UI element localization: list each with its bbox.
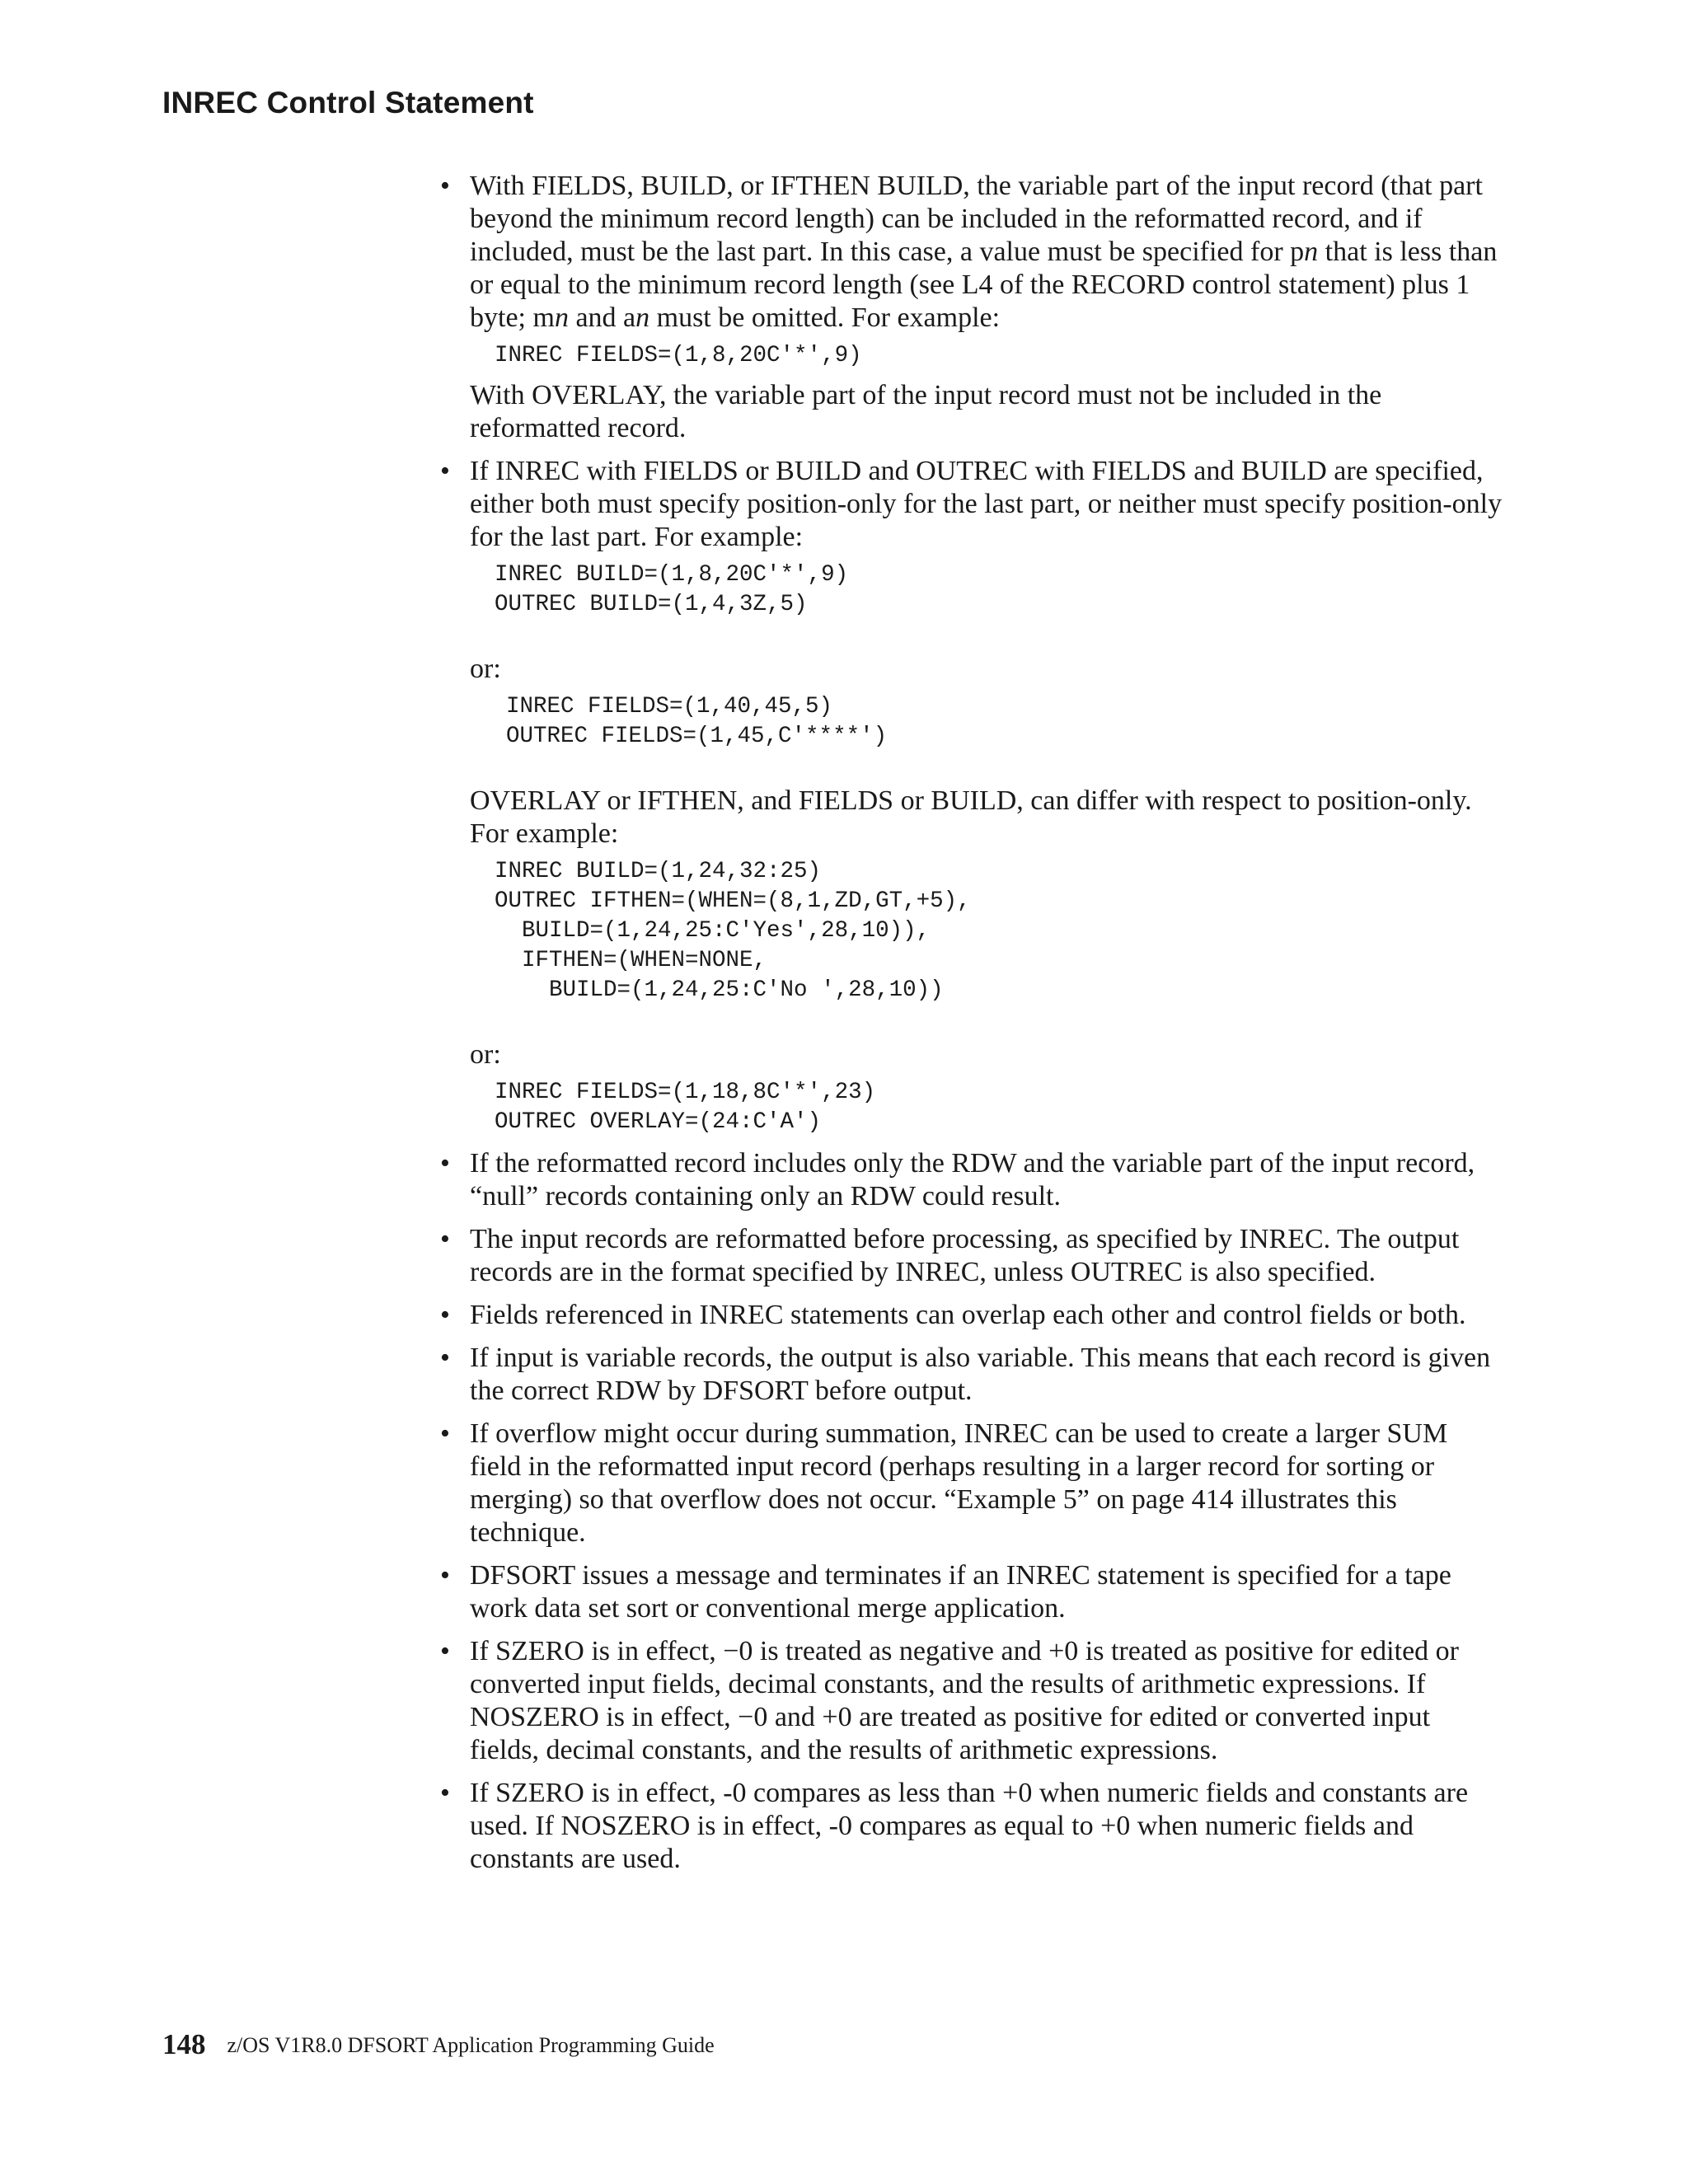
list-item	[434, 455, 1505, 1137]
bullet: •	[440, 1636, 450, 1666]
bullet: •	[440, 171, 450, 201]
paragraph: Fields referenced in INREC statements can overlap each other and control fields or both.	[470, 1300, 1466, 1330]
paragraph: DFSORT issues a message and terminates if an INREC statement is specified for a tape work data set sort or conventional merge application.	[470, 1560, 1451, 1624]
paragraph: If the reformatted record includes only the RDW and the variable part of the input record, “null” records containing only an RDW could result.	[470, 1148, 1475, 1212]
list-item	[434, 1299, 1505, 1332]
code-example: INREC BUILD=(1,24,32:25) OUTREC IFTHEN=(WHEN=(8,1,ZD,GT,+5), BUILD=(1,24,25:C'Yes',28,10)), IFTHEN=(WHEN=NONE, BUILD=(1,24,25:C'No ',28,10))	[495, 859, 971, 1003]
list-item	[434, 1777, 1505, 1876]
paragraph: With FIELDS, BUILD, or IFTHEN BUILD, the variable part of the input record (that part beyond the minimum record length) can be included in the reformatted record, and if included, must be the last part. In this case, a value must be specified for pn that is less than or equal to the minimum record length (see L4 of the RECORD control statement) plus 1 byte; mn and an must be omitted. For example:	[470, 171, 1498, 333]
list-item	[434, 1223, 1505, 1289]
list-item	[434, 1418, 1505, 1549]
code-example: INREC FIELDS=(1,40,45,5) OUTREC FIELDS=(1,45,C'****')	[506, 694, 888, 749]
bullet: •	[440, 1343, 450, 1373]
list-item	[434, 170, 1505, 445]
bullet: •	[440, 1560, 450, 1591]
page-number: 148	[162, 2028, 206, 2060]
paragraph: If SZERO is in effect, −0 is treated as negative and +0 is treated as positive for edited or converted input fields, decimal constants, and the results of arithmetic expressions. If NOSZERO is in effect, −0 and +0 are treated as positive for edited or converted input fields, decimal constants, and the results of arithmetic expressions.	[470, 1636, 1459, 1765]
paragraph: OVERLAY or IFTHEN, and FIELDS or BUILD, can differ with respect to position-only. For example:	[470, 785, 1472, 849]
code-example: INREC BUILD=(1,8,20C'*',9) OUTREC BUILD=(1,4,3Z,5)	[495, 562, 849, 617]
paragraph: If input is variable records, the output is also variable. This means that each record is given the correct RDW by DFSORT before output.	[470, 1343, 1491, 1406]
bullet: •	[440, 1300, 450, 1330]
list-item	[434, 1342, 1505, 1408]
or-label: or:	[470, 1039, 501, 1070]
page-header-title: INREC Control Statement	[162, 86, 534, 120]
list-item	[434, 1147, 1505, 1213]
code-example: INREC FIELDS=(1,8,20C'*',9)	[495, 343, 862, 368]
paragraph: If overflow might occur during summation, INREC can be used to create a larger SUM field in the reformatted input record (perhaps resulting in a larger record for sorting or merging) so that overflow does not occur. “Example 5” on page 414 illustrates this technique.	[470, 1418, 1448, 1548]
page-content	[434, 170, 1505, 1886]
list-item	[434, 1559, 1505, 1625]
bullet: •	[440, 1418, 450, 1449]
or-label: or:	[470, 654, 501, 684]
paragraph: If SZERO is in effect, -0 compares as less than +0 when numeric fields and constants are used. If NOSZERO is in effect, -0 compares as equal to +0 when numeric fields and constants are used.	[470, 1778, 1469, 1874]
code-example: INREC FIELDS=(1,18,8C'*',23) OUTREC OVERLAY=(24:C'A')	[495, 1080, 876, 1135]
bullet: •	[440, 456, 450, 486]
bullet: •	[440, 1224, 450, 1254]
paragraph: If INREC with FIELDS or BUILD and OUTREC with FIELDS and BUILD are specified, either both must specify position-only for the last part, or neither must specify position-only for the last part. For example:	[470, 456, 1503, 552]
bullet: •	[440, 1148, 450, 1179]
paragraph: The input records are reformatted before processing, as specified by INREC. The output records are in the format specified by INREC, unless OUTREC is also specified.	[470, 1224, 1460, 1287]
book-title: z/OS V1R8.0 DFSORT Application Programming Guide	[227, 2033, 715, 2057]
paragraph: With OVERLAY, the variable part of the input record must not be included in the reformatted record.	[470, 380, 1382, 443]
list-item	[434, 1635, 1505, 1767]
bullet: •	[440, 1778, 450, 1808]
page-footer	[162, 2028, 715, 2061]
